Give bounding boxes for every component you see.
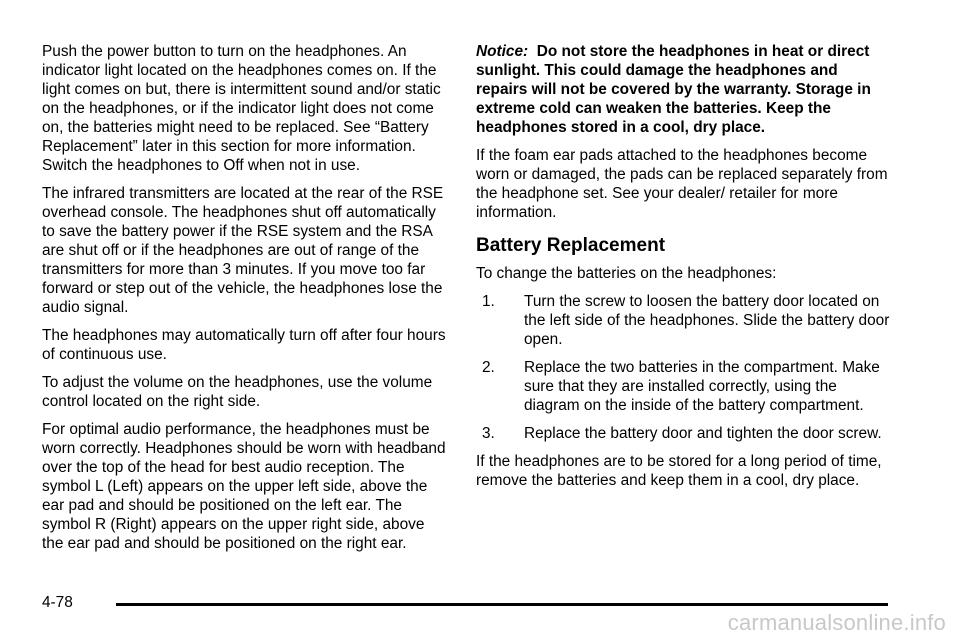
- section-heading: Battery Replacement: [476, 235, 666, 256]
- paragraph-wearing: For optimal audio performance, the headphones must be worn correctly. Headphones should be worn with headband over the top of the head for best audio reception. The symbol L (Left) appears on the upper left side, above the ear pad and should be positioned on the left ear. The symbol R (Right) appears on the upper right side, above the ear pad and should be positioned on the right ear.: [42, 421, 446, 552]
- paragraph-power-button: Push the power button to turn on the headphones. An indicator light located on the headphones comes on. If the light comes on but, there is intermittent sound and/or static on the headphones, or if the indicator light does not come on, the batteries might need to be replaced. See “Battery Replacement” later in this section for more information. Switch the headphones to Off when not in use.: [42, 43, 441, 174]
- footer-rule: [116, 603, 888, 606]
- step-text: Replace the two batteries in the compartment. Make sure that they are installed correctly, using the diagram on the inside of the battery compartment.: [524, 359, 880, 414]
- steps-list: [476, 292, 892, 443]
- list-item: [476, 424, 892, 443]
- step-text: Turn the screw to loosen the battery door located on the left side of the headphones. Slide the battery door open.: [524, 293, 890, 348]
- step-number: 3.: [482, 425, 495, 442]
- step-text: Replace the battery door and tighten the door screw.: [524, 425, 882, 442]
- page-number: 4-78: [42, 594, 73, 611]
- list-item: [476, 358, 892, 415]
- paragraph-volume: To adjust the volume on the headphones, use the volume control located on the right side.: [42, 374, 433, 410]
- paragraph-infrared-transmitters: The infrared transmitters are located at the rear of the RSE overhead console. The headphones shut off automatically to save the battery power if the RSE system and the RSA are shut off or if the headphones are out of range of the transmitters for more than 3 minutes. If you move too far forward or step out of the vehicle, the headphones lose the audio signal.: [42, 185, 444, 316]
- paragraph-intro: To change the batteries on the headphones:: [476, 265, 777, 282]
- notice-text: Do not store the headphones in heat or direct sunlight. This could damage the headphones and repairs will not be covered by the warranty. Storage in extreme cold can weaken the batteries. Keep the headphones stored in a cool, dry place.: [476, 43, 871, 136]
- right-column: [476, 42, 892, 499]
- paragraph-closing: If the headphones are to be stored for a long period of time, remove the batteries and keep them in a cool, dry place.: [476, 453, 882, 489]
- paragraph-auto-off: The headphones may automatically turn off after four hours of continuous use.: [42, 327, 446, 363]
- left-column: [42, 42, 446, 562]
- paragraph-foam-pads: If the foam ear pads attached to the headphones become worn or damaged, the pads can be replaced separately from the headphone set. See your dealer/ retailer for more information.: [476, 147, 888, 221]
- step-number: 2.: [482, 359, 495, 376]
- list-item: [476, 292, 892, 349]
- notice-label: Notice:: [476, 43, 529, 60]
- watermark: carmanualsonline.info: [727, 610, 946, 635]
- step-number: 1.: [482, 293, 495, 310]
- notice-paragraph: [476, 42, 892, 137]
